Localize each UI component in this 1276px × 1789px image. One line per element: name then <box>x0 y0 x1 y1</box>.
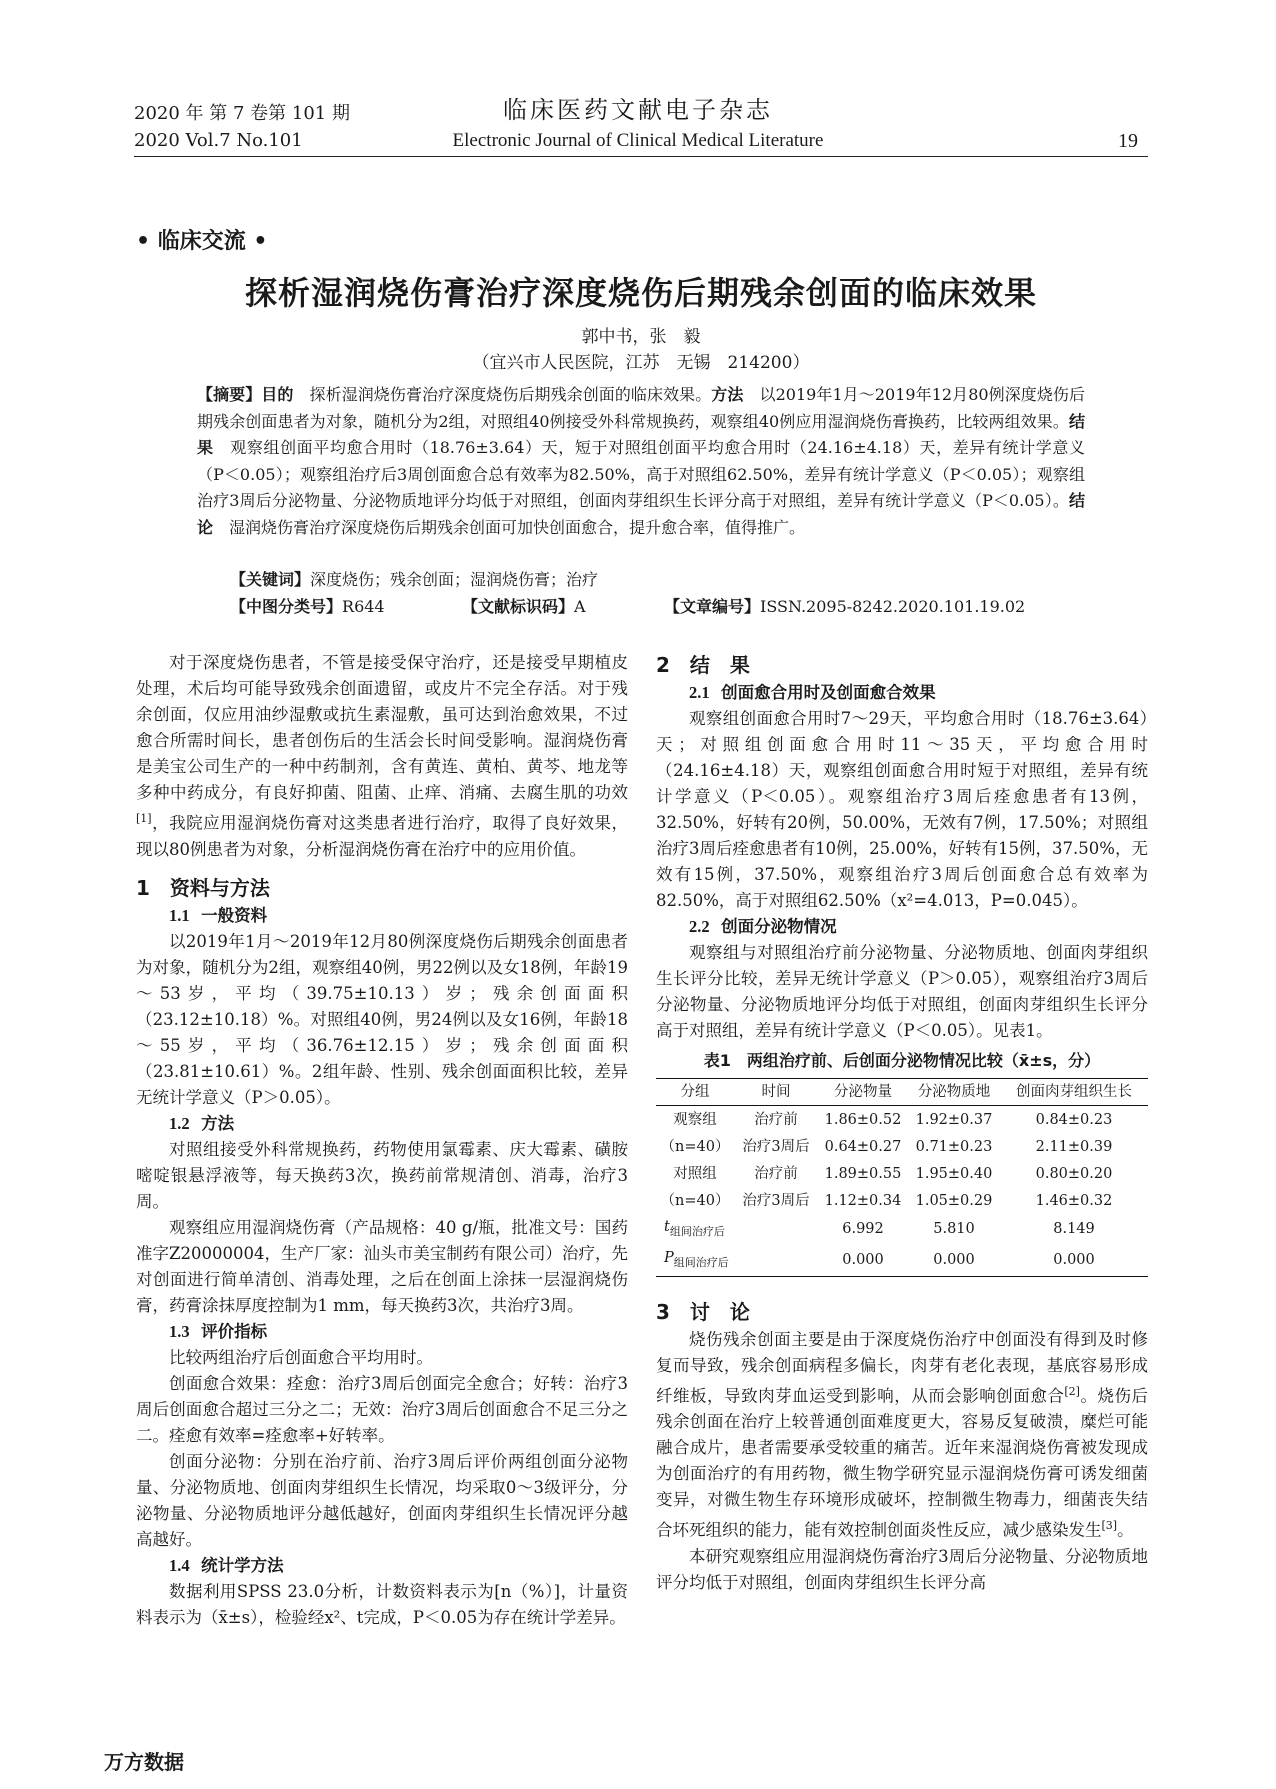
s13-num: 1.3 <box>169 1321 190 1341</box>
s21-num: 2.1 <box>689 683 710 702</box>
issue-cn: 2020 年 第 7 卷第 101 期 <box>134 103 350 124</box>
table-cell: 2.11±0.39 <box>1035 1138 1113 1155</box>
table-row <box>656 1133 1148 1160</box>
subsection-1-1-heading <box>136 903 628 929</box>
table-cell: （n=40） <box>660 1138 730 1155</box>
s12-paragraph-2: 观察组应用湿润烧伤膏（产品规格：40 g/瓶，批准文号：国药准字Z20000004，生产厂家：汕头市美宝制药有限公司）治疗，先对创面进行简单清创、消毒处理，之后在创面上涂抹一层湿润烧伤膏，药膏涂抹厚度控制为1 mm，每天换药3次，共治疗3周。 <box>136 1217 628 1315</box>
table-cell: 6.992 <box>842 1221 884 1238</box>
subsection-1-3-heading <box>136 1319 628 1345</box>
result-text: 观察组创面平均愈合用时（18.76±3.64）天，短于对照组创面平均愈合用时（24.16±4.18）天，差异有统计学意义（P＜0.05）；观察组治疗后3周创面愈合总有效率为82.50%，高于对照组62.50%，差异有统计学意义（P＜0.05）；观察组治疗3周后分泌物量、分泌物质地评分均低于对照组，创面肉芽组织生长评分高于对照组，差异有统计学意义（P＜0.05）。 <box>197 438 1085 510</box>
table-cell: 1.46±0.32 <box>1035 1192 1113 1209</box>
table-cell: 治疗3周后 <box>742 1192 810 1209</box>
result-label: 结果 <box>197 411 1085 457</box>
table-cell: 1.05±0.29 <box>915 1192 993 1209</box>
section-3-heading: 3 讨 论 <box>656 1299 750 1324</box>
s14-paragraph: 数据利用SPSS 23.0分析，计数资料表示为[n（%）]，计量资料表示为（x̄±s），检验经x²、t完成，P＜0.05为存在统计学差异。 <box>136 1581 628 1627</box>
s12-num: 1.2 <box>169 1113 190 1133</box>
keywords <box>230 567 598 590</box>
table-cell: （n=40） <box>660 1192 730 1209</box>
s3-p1-text: 烧伤残余创面主要是由于深度烧伤治疗中创面没有得到及时修复而导致，残余创面病程多偏长，肉芽有老化表现，基底容易形成纤维板，导致肉芽血运受到影响，从而会影响创面愈合 <box>656 1329 1148 1406</box>
s3-paragraph-2: 本研究观察组应用湿润烧伤膏治疗3周后分泌物量、分泌物质地评分均低于对照组，创面肉芽组织生长评分高 <box>656 1546 1148 1592</box>
ref-2: [2] <box>1064 1384 1080 1398</box>
table-cell: 0.84±0.23 <box>1035 1111 1113 1128</box>
affiliation: （宜兴市人民医院，江苏 无锡 214200） <box>472 353 810 373</box>
table-row-p <box>656 1245 1148 1276</box>
table-cell: 8.149 <box>1053 1221 1095 1238</box>
header-rule <box>134 156 1148 157</box>
classification-doc <box>462 594 586 617</box>
s3-paragraph-1 <box>656 1327 1148 1544</box>
classification-clc <box>230 594 385 617</box>
intro-tail: ，我院应用湿润烧伤膏对这类患者进行治疗，取得了良好效果，现以80例患者为对象，分析湿润烧伤膏在治疗中的应用价值。 <box>136 813 628 859</box>
table-cell: 1.92±0.37 <box>915 1111 993 1128</box>
issue-en: 2020 Vol.7 No.101 <box>134 130 303 151</box>
left-column <box>136 650 628 1631</box>
conclusion-text: 湿润烧伤膏治疗深度烧伤后期残余创面可加快创面愈合，提升愈合率，值得推广。 <box>213 517 806 537</box>
s22-title: 创面分泌物情况 <box>721 917 837 936</box>
s21-title: 创面愈合用时及创面愈合效果 <box>721 683 936 702</box>
table-cell: 0.000 <box>908 1245 1000 1276</box>
p-subscript: 组间治疗后 <box>673 1255 729 1269</box>
table-header-cell: 分泌物量 <box>818 1079 908 1106</box>
article-title: 探析湿润烧伤膏治疗深度烧伤后期残余创面的临床效果 <box>244 274 1037 312</box>
ref-3: [3] <box>1101 1519 1118 1533</box>
s14-title: 统计学方法 <box>201 1555 284 1575</box>
s11-paragraph: 以2019年1月～2019年12月80例深度烧伤后期残余创面患者为对象，随机分为2组，观察组40例，男22例以及女18例，年龄19～53岁，平均（39.75±10.13）岁；残余创面面积（23.12±10.18）%。对照组40例，男24例以及女16例，年龄18～55岁，平均（36.76±12.15）岁；残余创面面积（23.81±10.61）%。2组年龄、性别、残余创面面积比较，差异无统计学意义（P＞0.05）。 <box>136 931 628 1107</box>
subsection-2-2-heading <box>656 914 1148 940</box>
table-cell: 0.64±0.27 <box>824 1138 902 1155</box>
intro-text: 对于深度烧伤患者，不管是接受保守治疗，还是接受早期植皮处理，术后均可能导致残余创面遗留，或皮片不完全存活。对于残余创面，仅应用油纱湿敷或抗生素湿敷，虽可达到治愈效果，不过愈合所需时间长，患者创伤后的生活会长时间受影响。湿润烧伤膏是美宝公司生产的一种中药制剂，含有黄连、黄柏、黄芩、地龙等多种中药成分，有良好抑菌、阻菌、止痒、消痛、去腐生肌的功效 <box>136 653 628 802</box>
section-1-heading: 1 资料与方法 <box>136 875 270 900</box>
table-cell: 治疗3周后 <box>742 1138 810 1155</box>
right-column <box>656 650 1148 1596</box>
table-cell: 0.80±0.20 <box>1035 1165 1113 1182</box>
table-row <box>656 1160 1148 1187</box>
subsection-1-4-heading <box>136 1553 628 1579</box>
intro-paragraph <box>136 650 628 863</box>
s3-p1-tail: 。烧伤后残余创面在治疗上较普通创面难度更大，容易反复破溃，糜烂可能融合成片，患者需要承受较重的痛苦。近年来湿润烧伤膏被发现成为创面治疗的有用药物，微生物学研究显示湿润烧伤膏可诱发细菌变异，对微生物生存环境形成破坏，控制微生物毒力，细菌丧失结合坏死组织的能力，能有效控制创面炎性反应，减少感染发生 <box>656 1386 1149 1540</box>
s13-paragraph-1: 比较两组治疗后创面愈合平均用时。 <box>169 1347 433 1367</box>
table-1-caption: 表1 两组治疗前、后创面分泌物情况比较（x̄±s，分） <box>703 1051 1101 1070</box>
table-cell: 0.000 <box>1000 1245 1148 1276</box>
table-cell: 观察组 <box>673 1111 717 1128</box>
t-subscript: 组间治疗后 <box>669 1224 725 1238</box>
doc-code-value: A <box>574 597 586 616</box>
clc-value: R644 <box>342 597 385 616</box>
keywords-label: 【关键词】 <box>230 570 311 589</box>
table-cell: 1.95±0.40 <box>915 1165 993 1182</box>
s12-paragraph-1: 对照组接受外科常规换药，药物使用氯霉素、庆大霉素、磺胺嘧啶银悬浮液等，每天换药3次，换药前常规清创、消毒，治疗3周。 <box>136 1139 628 1211</box>
s13-title: 评价指标 <box>201 1321 268 1341</box>
classification-article <box>664 594 1025 617</box>
s14-num: 1.4 <box>169 1555 190 1575</box>
clc-label: 【中图分类号】 <box>230 597 343 616</box>
table-cell: 对照组 <box>673 1165 717 1182</box>
table-cell: 1.89±0.55 <box>824 1165 902 1182</box>
method-label: 方法 <box>711 385 744 404</box>
table-header-row <box>656 1079 1148 1106</box>
subsection-1-2-heading <box>136 1111 628 1137</box>
subsection-2-1-heading <box>656 680 1148 706</box>
table-cell: 治疗前 <box>754 1111 798 1128</box>
table-header-cell: 创面肉芽组织生长 <box>1000 1079 1148 1106</box>
section-label: • 临床交流 • <box>136 229 268 254</box>
table-row <box>656 1106 1148 1134</box>
s13-paragraph-2: 创面愈合效果：痊愈：治疗3周后创面完全愈合；好转：治疗3周后创面愈合超过三分之二；无效：治疗3周后创面愈合不足三分之二。痊愈有效率=痊愈率+好转率。 <box>136 1373 628 1445</box>
s11-num: 1.1 <box>169 905 190 925</box>
section-2-heading: 2 结 果 <box>656 653 750 677</box>
table-cell: 1.12±0.34 <box>824 1192 902 1209</box>
table-header-cell: 分泌物质地 <box>908 1079 1000 1106</box>
journal-title-en: Electronic Journal of Clinical Medical Literature <box>452 130 824 151</box>
table-cell: 5.810 <box>933 1221 975 1238</box>
article-number-value: ISSN.2095-8242.2020.101.19.02 <box>760 597 1026 616</box>
journal-title-cn: 临床医药文献电子杂志 <box>503 96 773 124</box>
abstract <box>197 382 1085 541</box>
table-1 <box>656 1078 1148 1277</box>
conclusion-label: 结论 <box>197 491 1085 537</box>
s13-paragraph-3: 创面分泌物：分别在治疗前、治疗3周后评价两组创面分泌物量、分泌物质地、创面肉芽组织生长情况，均采取0～3级评分，分泌物量、分泌物质地评分越低越好，创面肉芽组织生长情况评分越高越好。 <box>136 1451 628 1549</box>
s11-title: 一般资料 <box>201 905 268 925</box>
s21-paragraph: 观察组创面愈合用时7～29天，平均愈合用时（18.76±3.64）天；对照组创面愈合用时11～35天，平均愈合用时（24.16±4.18）天，观察组创面愈合用时短于对照组，差异有统计学意义（P＜0.05）。观察组治疗3周后痊愈患者有13例，32.50%，好转有20例，50.00%，无效有7例，17.50%；对照组治疗3周后痊愈患者有10例，25.00%，好转有15例，37.50%，无效有15例，37.50%，观察组治疗3周后创面愈合总有效率为82.50%，高于对照组62.50%（x²=4.013，P=0.045）。 <box>656 709 1148 910</box>
table-cell: 0.71±0.23 <box>915 1138 993 1155</box>
s3-p1-end: 。 <box>1117 1520 1134 1540</box>
table-cell: 1.86±0.52 <box>824 1111 902 1128</box>
p-label: P <box>664 1249 674 1266</box>
article-number-label: 【文章编号】 <box>664 597 761 616</box>
s12-title: 方法 <box>201 1113 235 1133</box>
table-header-cell: 时间 <box>734 1079 818 1106</box>
doc-code-label: 【文献标识码】 <box>462 597 575 616</box>
purpose-label: 目的 <box>261 385 294 404</box>
ref-1: [1] <box>136 812 152 825</box>
abstract-label: 【摘要】 <box>197 385 262 404</box>
wanfang-logo: 万方数据 <box>104 1750 184 1774</box>
page-number: 19 <box>1118 130 1138 152</box>
s22-num: 2.2 <box>689 917 710 936</box>
t-label-cell <box>656 1214 818 1245</box>
t-label: t <box>664 1219 670 1235</box>
authors: 郭中书，张 毅 <box>581 327 701 347</box>
table-header-cell: 分组 <box>656 1079 734 1106</box>
p-label-cell <box>656 1245 818 1276</box>
table-cell: 治疗前 <box>754 1165 798 1182</box>
table-row-t <box>656 1214 1148 1245</box>
s22-paragraph: 观察组与对照组治疗前分泌物量、分泌物质地、创面肉芽组织生长评分比较，差异无统计学意义（P＞0.05），观察组治疗3周后分泌物量、分泌物质地评分均低于对照组，创面肉芽组织生长评分高于对照组，差异有统计学意义（P＜0.05）。见表1。 <box>656 943 1148 1040</box>
method-text: 以2019年1月～2019年12月80例深度烧伤后期残余创面患者为对象，随机分为2组，对照组40例接受外科常规换药，观察组40例应用湿润烧伤膏换药，比较两组效果。 <box>197 385 1085 431</box>
table-row <box>656 1187 1148 1214</box>
table-cell: 0.000 <box>818 1245 908 1276</box>
purpose-text: 探析湿润烧伤膏治疗深度烧伤后期残余创面的临床效果。 <box>293 385 712 404</box>
keywords-text: 深度烧伤；残余创面；湿润烧伤膏；治疗 <box>310 570 599 589</box>
